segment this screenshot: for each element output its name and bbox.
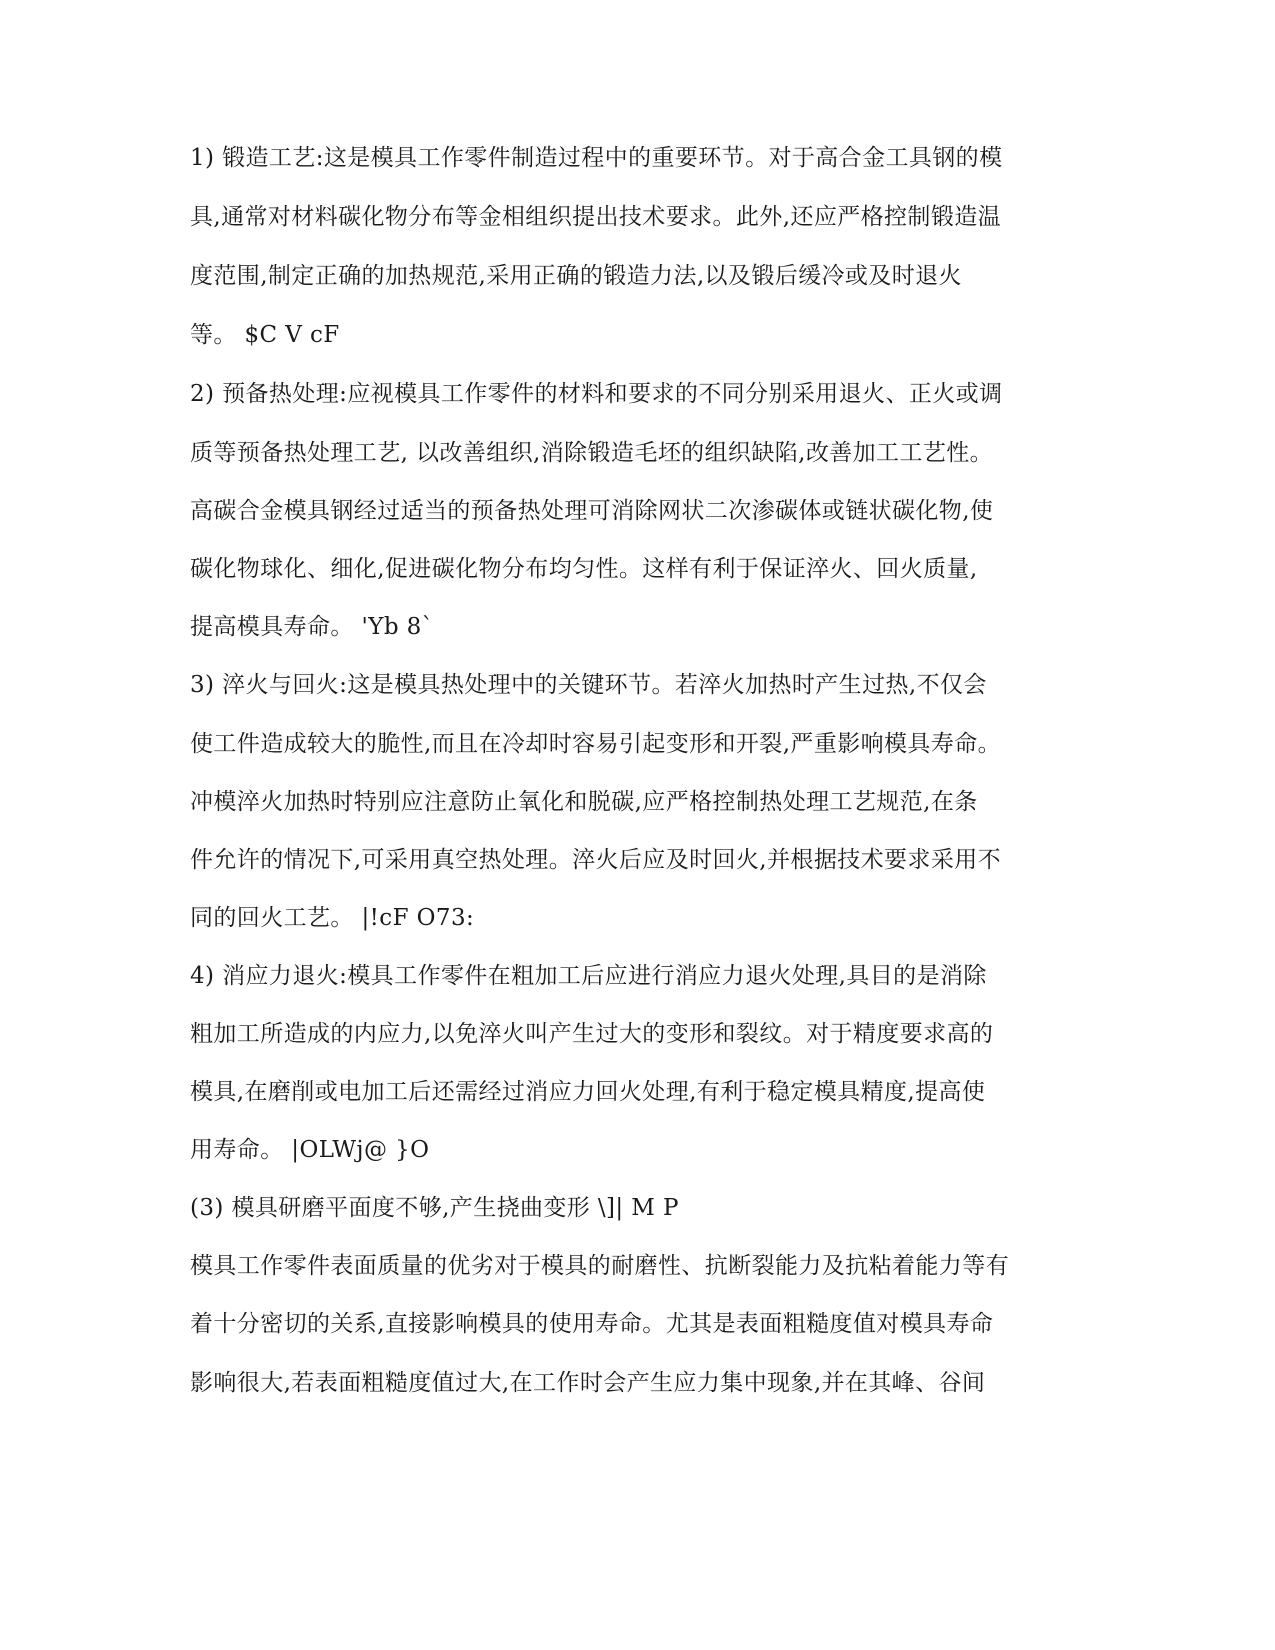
text-line: 质等预备热处理工艺, 以改善组织,消除锻造毛坯的组织缺陷,改善加工工艺性。	[190, 440, 994, 466]
text-line: 同的回火工艺。 |!cF O73:	[190, 905, 475, 931]
text-line: 件允许的情况下,可采用真空热处理。淬火后应及时回火,并根据技术要求采用不	[190, 847, 1002, 873]
text-line: 模具工作零件表面质量的优劣对于模具的耐磨性、抗断裂能力及抗粘着能力等有	[190, 1253, 1009, 1279]
text-line: 2) 预备热处理:应视模具工作零件的材料和要求的不同分别采用退火、正火或调	[190, 381, 1003, 407]
text-line: 碳化物球化、细化,促进碳化物分布均匀性。这样有利于保证淬火、回火质量,	[190, 556, 978, 582]
text-line: (3) 模具研磨平面度不够,产生挠曲变形 \]| M P	[190, 1195, 679, 1221]
text-line: 用寿命。 |OLWj@ }O	[190, 1137, 430, 1163]
text-line: 影响很大,若表面粗糙度值过大,在工作时会产生应力集中现象,并在其峰、谷间	[190, 1370, 986, 1396]
text-line: 粗加工所造成的内应力,以免淬火叫产生过大的变形和裂纹。对于精度要求高的	[190, 1021, 994, 1047]
text-line: 使工件造成较大的脆性,而且在冷却时容易引起变形和开裂,严重影响模具寿命。	[190, 731, 1002, 757]
text-line: 度范围,制定正确的加热规范,采用正确的锻造力法,以及锻后缓冷或及时退火	[190, 263, 962, 289]
text-line: 1) 锻造工艺:这是模具工作零件制造过程中的重要环节。对于高合金工具钢的模	[190, 145, 1003, 171]
text-line: 4) 消应力退火:模具工作零件在粗加工后应进行消应力退火处理,具目的是消除	[190, 963, 987, 989]
text-line: 具,通常对材料碳化物分布等金相组织提出技术要求。此外,还应严格控制锻造温	[190, 204, 1002, 230]
text-line: 模具,在磨削或电加工后还需经过消应力回火处理,有利于稳定模具精度,提高使	[190, 1079, 986, 1105]
text-line: 冲模淬火加热时特别应注意防止氧化和脱碳,应严格控制热处理工艺规范,在条	[190, 789, 978, 815]
text-line: 等。 $C V cF	[190, 322, 340, 348]
text-line: 提高模具寿命。 'Yb 8`	[190, 614, 434, 640]
text-line: 3) 淬火与回火:这是模具热处理中的关键环节。若淬火加热时产生过热,不仅会	[190, 672, 987, 698]
text-line: 高碳合金模具钢经过适当的预备热处理可消除网状二次渗碳体或链状碳化物,使	[190, 498, 994, 524]
text-line: 着十分密切的关系,直接影响模具的使用寿命。尤其是表面粗糙度值对模具寿命	[190, 1311, 994, 1337]
